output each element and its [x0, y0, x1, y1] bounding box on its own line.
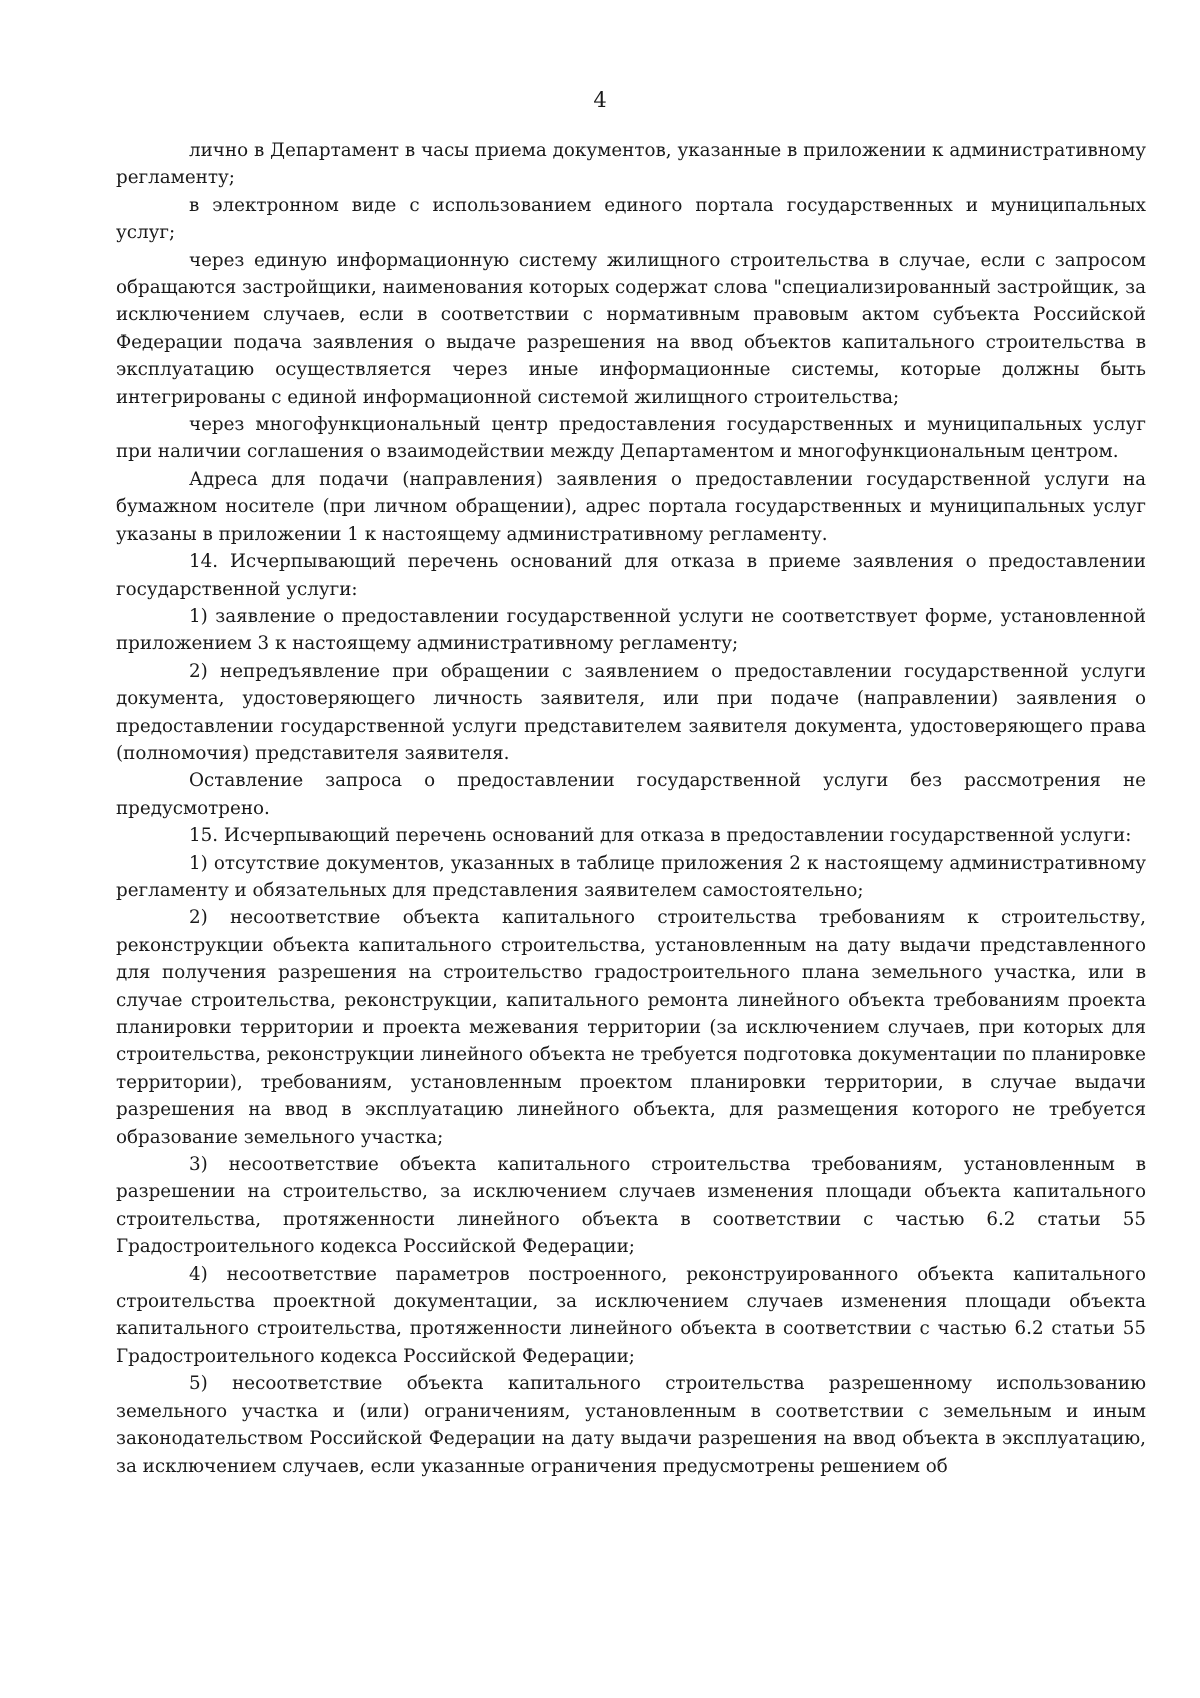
paragraph-submission-in-person: лично в Департамент в часы приема документов, указанные в приложении к административному регламенту;: [116, 140, 1146, 189]
paragraph-submission-electronic: в электронном виде с использованием единого портала государственных и муниципальных услуг;: [116, 194, 1146, 244]
paragraph-section-14-heading: 14. Исчерпывающий перечень оснований для отказа в приеме заявления о предоставлении государственной услуги:: [116, 551, 1146, 600]
paragraph-section-15-heading: 15. Исчерпывающий перечень оснований для отказа в предоставлении государственной услуги:: [189, 825, 1132, 847]
paragraph-section-15-item-2: 2) несоответствие объекта капитального строительства требованиям к строительству, реконструкции объекта капитального строительства, установленным на дату выдачи представленного для получения разрешения на строительство градостроительного плана земельного участка, или в случае строительства, реконструкции, капитального ремонта линейного объекта требованиям проекта планировки территории и проекта межевания территории (за исключением случаев, при которых для строительства, реконструкции линейного объекта не требуется подготовка документации по планировке территории), требованиям, установленным проектом планировки территории, в случае выдачи разрешения на ввод в эксплуатацию линейного объекта, для размещения которого не требуется образование земельного участка;: [116, 907, 1146, 1148]
paragraph-section-15-item-3: 3) несоответствие объекта капитального строительства требованиям, установленным в разрешении на строительство, за исключением случаев изменения площади объекта капитального строительства, протяженности линейного объекта в соответствии с частью 6.2 статьи 55 Градостроительного кодекса Российской Федерации;: [116, 1154, 1146, 1258]
paragraph-section-14-item-2: 2) непредъявление при обращении с заявлением о предоставлении государственной услуги документа, удостоверяющего личность заявителя, или при подаче (направлении) заявления о предоставлении государственной услуги представителем заявителя документа, удостоверяющего права (полномочия) представителя заявителя.: [116, 660, 1146, 764]
paragraph-submission-housing-system: через единую информационную систему жилищного строительства в случае, если с запросом обращаются застройщики, наименования которых содержат слова "специализированный застройщик, за исключением случаев, если в соответствии с нормативным правовым актом субъекта Российской Федерации подача заявления о выдаче разрешения на ввод объектов капитального строительства в эксплуатацию осуществляется через иные информационные системы, которые должны быть интегрированы с единой информационной системой жилищного строительства;: [116, 249, 1146, 408]
paragraph-section-15-item-1: 1) отсутствие документов, указанных в таблице приложения 2 к настоящему административному регламенту и обязательных для представления заявителем самостоятельно;: [116, 852, 1146, 901]
page-number: 4: [593, 88, 607, 112]
paragraph-section-15-item-4: 4) несоответствие параметров построенного, реконструированного объекта капитального строительства проектной документации, за исключением случаев изменения площади объекта капитального строительства, протяженности линейного объекта в соответствии с частью 6.2 статьи 55 Градостроительного кодекса Российской Федерации;: [116, 1263, 1146, 1367]
document-body: [116, 137, 1146, 1480]
paragraph-section-14-item-1: 1) заявление о предоставлении государственной услуги не соответствует форме, установленной приложением 3 к настоящему административному регламенту;: [116, 605, 1146, 655]
paragraph-submission-addresses: Адреса для подачи (направления) заявления о предоставлении государственной услуги на бумажном носителе (при личном обращении), адрес портала государственных и муниципальных услуг указаны в приложении 1 к настоящему административному регламенту.: [116, 468, 1146, 545]
paragraph-section-14-note: Оставление запроса о предоставлении государственной услуги без рассмотрения не предусмотрено.: [116, 770, 1146, 819]
paragraph-submission-mfc: через многофункциональный центр предоставления государственных и муниципальных услуг при наличии соглашения о взаимодействии между Департаментом и многофункциональным центром.: [116, 414, 1146, 463]
paragraph-section-15-item-5: 5) несоответствие объекта капитального строительства разрешенному использованию земельного участка и (или) ограничениям, установленным в соответствии с земельным и иным законодательством Российской Федерации на дату выдачи разрешения на ввод объекта в эксплуатацию, за исключением случаев, если указанные ограничения предусмотрены решением об: [116, 1373, 1146, 1477]
